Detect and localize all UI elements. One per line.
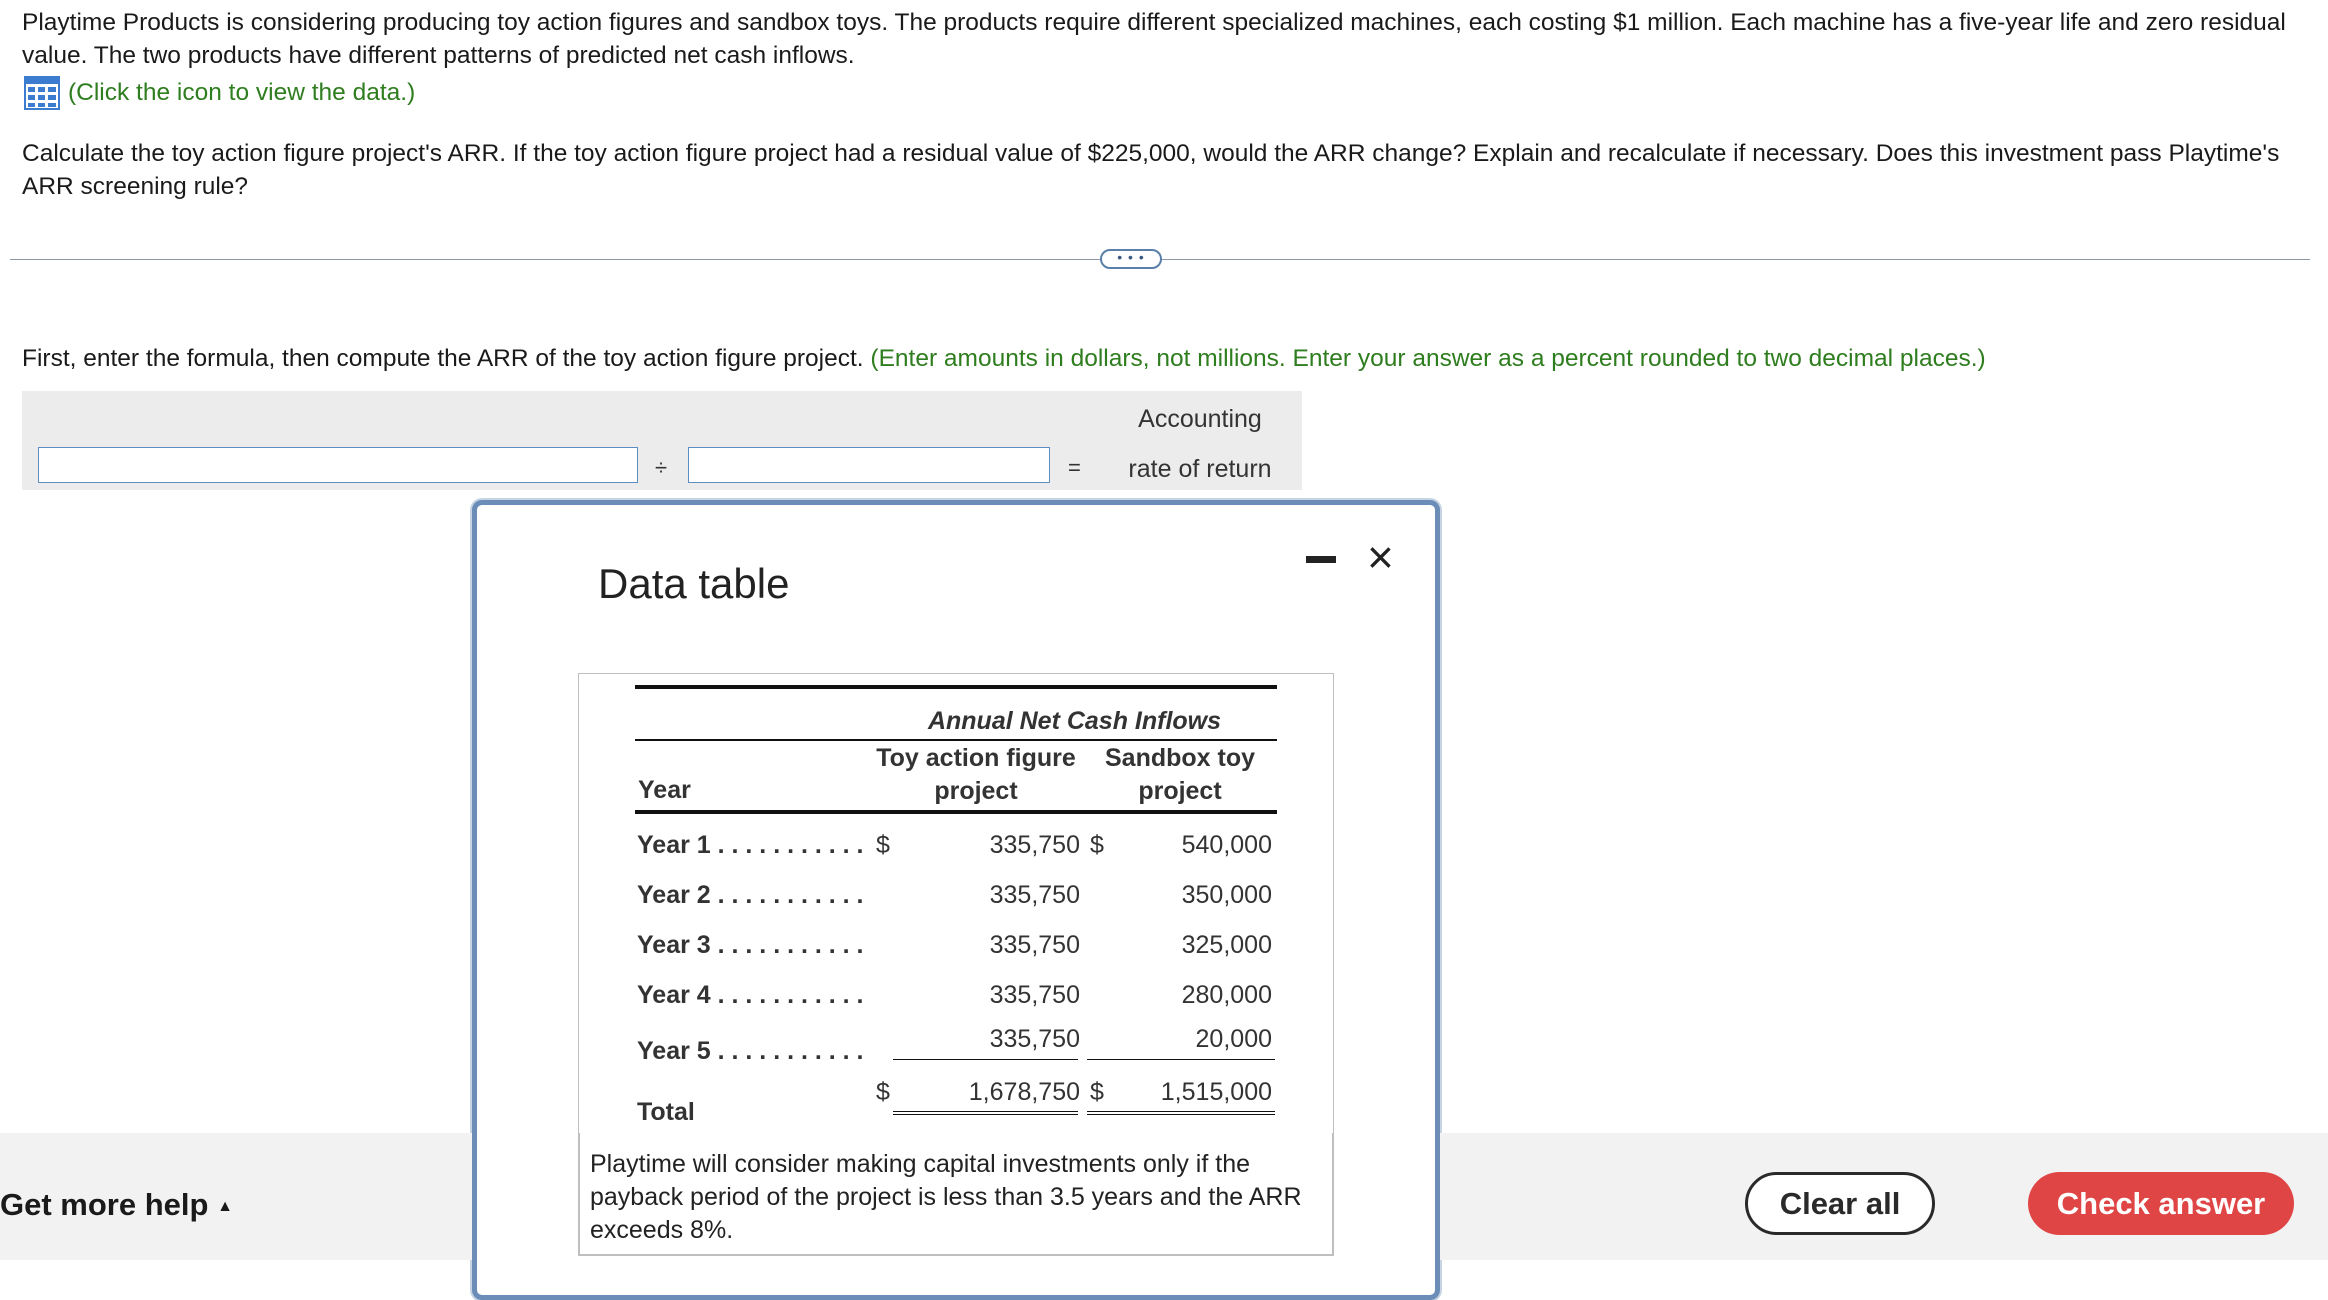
dialog-left-edge (472, 1133, 477, 1260)
part-instruction (22, 342, 1986, 375)
sand-dollar-sign: $ (1090, 831, 1104, 859)
view-data-link-text[interactable]: (Click the icon to view the data.) (68, 79, 416, 106)
sand-total-double-rule (1087, 1111, 1275, 1115)
total-sand-dollar: $ (1090, 1078, 1104, 1106)
expand-button[interactable]: • • • (1100, 249, 1162, 269)
dialog-title: Data table (598, 560, 790, 607)
table-row-year1-label: Year 1 . . . . . . . . . . . (637, 831, 864, 859)
get-more-help-button[interactable] (0, 1187, 233, 1223)
sand-year1: 540,000 (1181, 831, 1272, 859)
arr-label-line1: Accounting (1138, 405, 1262, 433)
sand-header-line2: project (1138, 777, 1222, 805)
close-icon[interactable]: × (1367, 531, 1394, 583)
sand-header-line1: Sandbox toy (1104, 744, 1255, 772)
total-toy: 1,678,750 (968, 1078, 1080, 1106)
divide-symbol: ÷ (655, 455, 668, 480)
table-row-year4-label: Year 4 . . . . . . . . . . . (637, 981, 864, 1009)
sand-year4: 280,000 (1181, 981, 1272, 1009)
table-box-left-edge (578, 1133, 580, 1255)
total-label: Total (637, 1098, 695, 1126)
total-sand: 1,515,000 (1160, 1078, 1272, 1106)
arr-label-line2: rate of return (1128, 455, 1272, 483)
group-rule (635, 739, 1277, 741)
clear-all-button[interactable]: Clear all (1745, 1172, 1935, 1235)
instruction-hint: (Enter amounts in dollars, not millions. Enter your answer as a percent rounded to two decimal places.) (870, 345, 1986, 372)
toy-year3: 335,750 (989, 931, 1080, 959)
caret-up-icon: ▲ (217, 1197, 233, 1215)
table-row-year5-label: Year 5 . . . . . . . . . . . (637, 1037, 864, 1065)
header-bottom-rule (635, 810, 1277, 814)
table-box-right-edge (1332, 1133, 1334, 1255)
minimize-icon[interactable] (1306, 556, 1336, 563)
sand-year2: 350,000 (1181, 881, 1272, 909)
toy-year5: 335,750 (989, 1025, 1080, 1053)
toy-header-line2: project (934, 777, 1018, 805)
dialog-right-edge (1435, 1133, 1440, 1260)
table-row-year3-label: Year 3 . . . . . . . . . . . (637, 931, 864, 959)
numerator-input[interactable] (38, 447, 638, 483)
sand-year5: 20,000 (1195, 1025, 1272, 1053)
sand-year3: 325,000 (1181, 931, 1272, 959)
toy-total-double-rule (893, 1111, 1078, 1115)
toy-header-line1: Toy action figure (876, 744, 1076, 772)
table-box-bottom-edge (578, 1254, 1334, 1256)
denominator-input[interactable] (688, 447, 1050, 483)
dialog-note: Playtime will consider making capital investments only if the payback period of the project is less than 3.5 years and the ARR exceeds 8%. (590, 1150, 1302, 1244)
toy-subtotal-rule (893, 1059, 1078, 1060)
view-data-link[interactable] (24, 76, 415, 110)
year-header: Year (638, 776, 691, 804)
toy-year4: 335,750 (989, 981, 1080, 1009)
group-header: Annual Net Cash Inflows (927, 707, 1222, 735)
toy-year1: 335,750 (989, 831, 1080, 859)
table-grid-icon[interactable] (24, 76, 60, 110)
total-toy-dollar: $ (876, 1078, 890, 1106)
table-row-year2-label: Year 2 . . . . . . . . . . . (637, 881, 864, 909)
toy-year2: 335,750 (989, 881, 1080, 909)
problem-intro: Playtime Products is considering producing toy action figures and sandbox toys. The products require different specialized machines, each costing $1 million. Each machine has a five-year life and zero residual value. The two products have different patterns of predicted net cash inflows. (22, 9, 2286, 69)
equals-symbol: = (1068, 455, 1081, 480)
help-label[interactable]: Get more help (0, 1187, 209, 1222)
sand-subtotal-rule (1087, 1059, 1275, 1060)
toy-dollar-sign: $ (876, 831, 890, 859)
instruction-text: First, enter the formula, then compute the ARR of the toy action figure project. (22, 345, 864, 372)
table-top-rule (635, 685, 1277, 689)
problem-question: Calculate the toy action figure project's ARR. If the toy action figure project had a residual value of $225,000, would the ARR change? Explain and recalculate if necessary. Does this investment pass Playtime's ARR screening rule? (22, 140, 2280, 200)
check-answer-button[interactable]: Check answer (2028, 1172, 2294, 1235)
